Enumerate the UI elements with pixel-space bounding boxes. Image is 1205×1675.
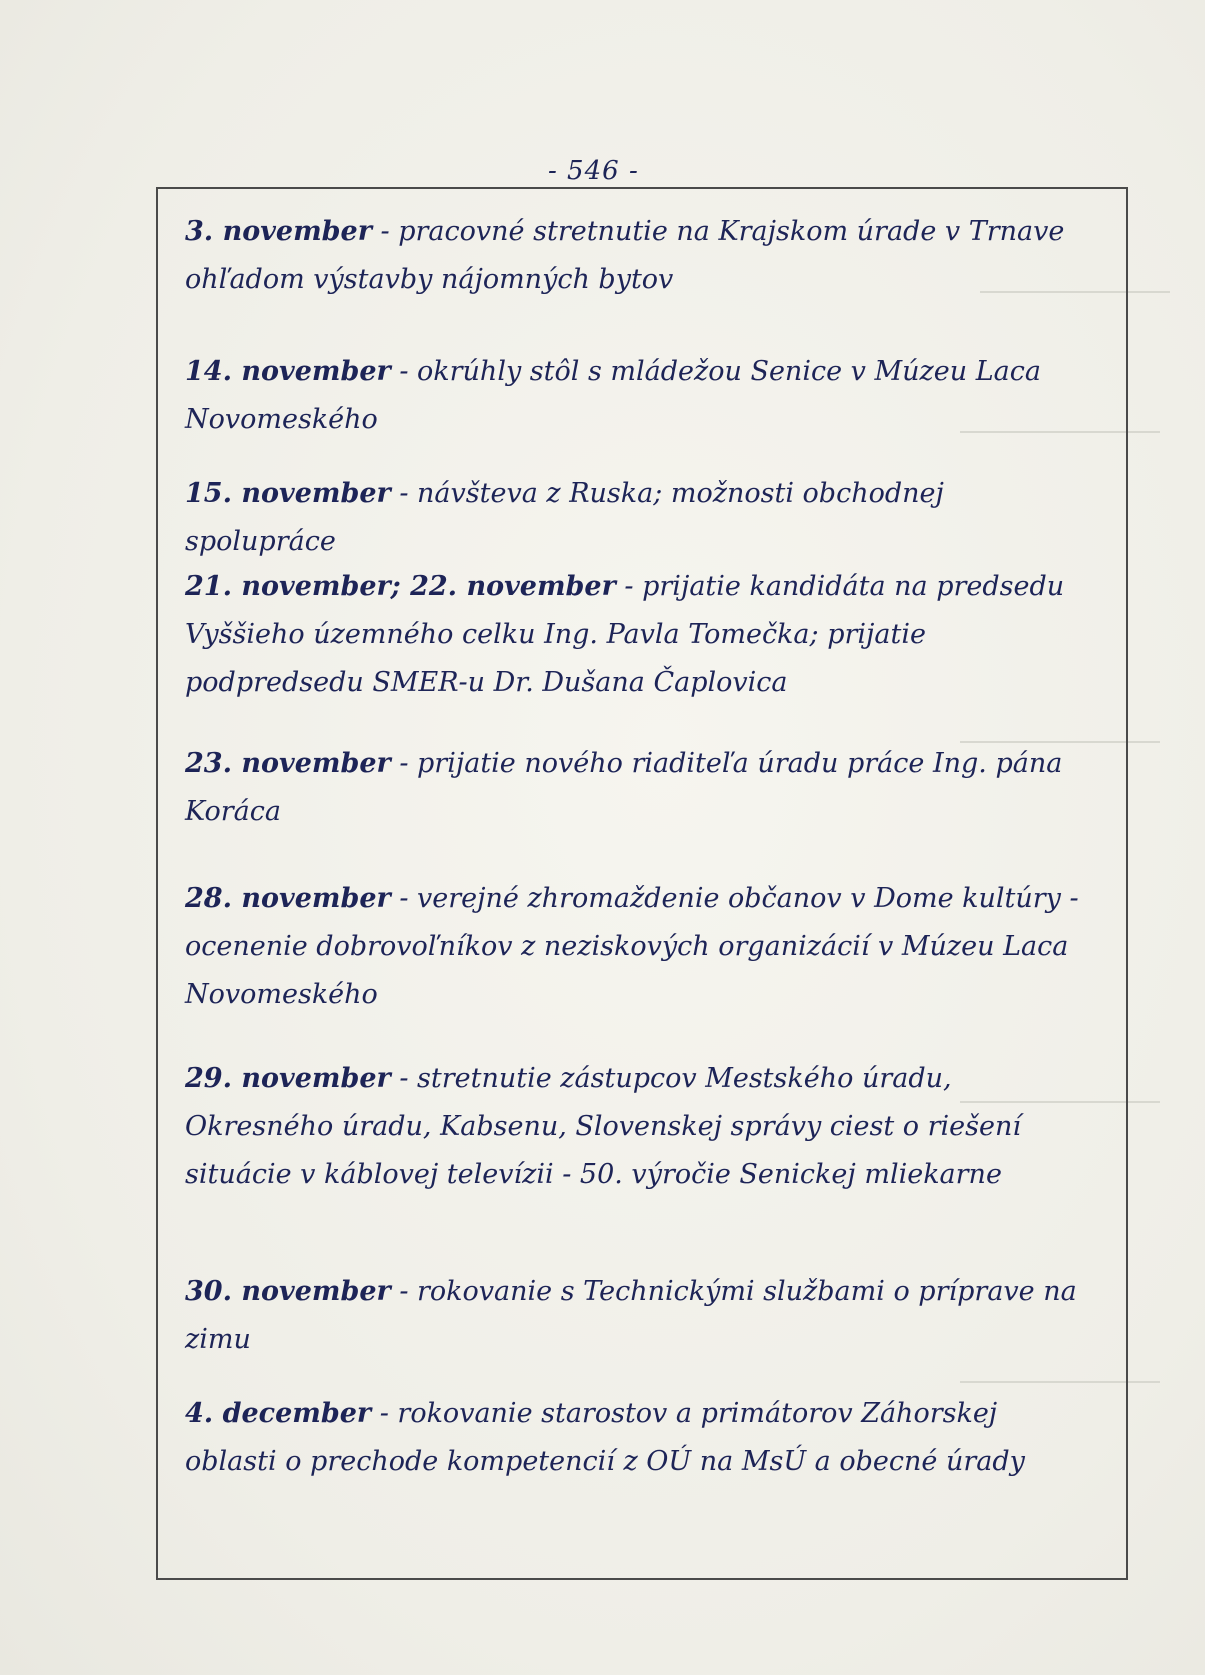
entry-text: - návšteva z Ruska; možnosti obchodnej spolupráce — [185, 478, 944, 557]
entry-9 — [185, 1390, 1095, 1486]
entry-date: 28. november — [185, 883, 391, 914]
page-number: - 546 - — [548, 156, 639, 186]
entry-text: - stretnutie zástupcov Mestského úradu, Okresného úradu, Kabsenu, Slovenskej správy ciest o riešení situácie v káblovej televízii - 50. výročie Senickej mliekarne — [185, 1063, 1022, 1190]
entry-text: - pracovné stretnutie na Krajskom úrade v Trnave ohľadom výstavby nájomných bytov — [185, 216, 1065, 295]
entry-4 — [185, 563, 1095, 707]
entry-text: - prijatie kandidáta na predsedu Vyššieho územného celku Ing. Pavla Tomečka; prijatie podpredsedu SMER-u Dr. Dušana Čaplovica — [185, 571, 1065, 698]
entry-date: 30. november — [185, 1276, 391, 1307]
entry-text: - rokovanie s Technickými službami o príprave na zimu — [185, 1276, 1077, 1355]
entry-date: 29. november — [185, 1063, 391, 1094]
entry-text: - okrúhly stôl s mládežou Senice v Múzeu Laca Novomeského — [185, 356, 1041, 435]
entry-8 — [185, 1268, 1095, 1364]
entry-text: - rokovanie starostov a primátorov Záhorskej oblasti o prechode kompetencií z OÚ na MsÚ a obecné úrady — [185, 1398, 1025, 1477]
entry-1 — [185, 208, 1095, 304]
entry-date: 23. november — [185, 748, 391, 779]
entry-date: 15. november — [185, 478, 391, 509]
entry-text: - verejné zhromaždenie občanov v Dome kultúry - ocenenie dobrovoľníkov z neziskových organizácií v Múzeu Laca Novomeského — [185, 883, 1079, 1010]
entry-date: 21. november; 22. november — [185, 571, 616, 602]
entry-5 — [185, 740, 1095, 836]
entry-2 — [185, 348, 1095, 444]
entry-6 — [185, 875, 1095, 1019]
entry-7 — [185, 1055, 1095, 1199]
entry-date: 4. december — [185, 1398, 372, 1429]
entry-date: 14. november — [185, 356, 391, 387]
entry-3 — [185, 470, 1095, 566]
entry-date: 3. november — [185, 216, 372, 247]
entry-text: - prijatie nového riaditeľa úradu práce Ing. pána Koráca — [185, 748, 1063, 827]
